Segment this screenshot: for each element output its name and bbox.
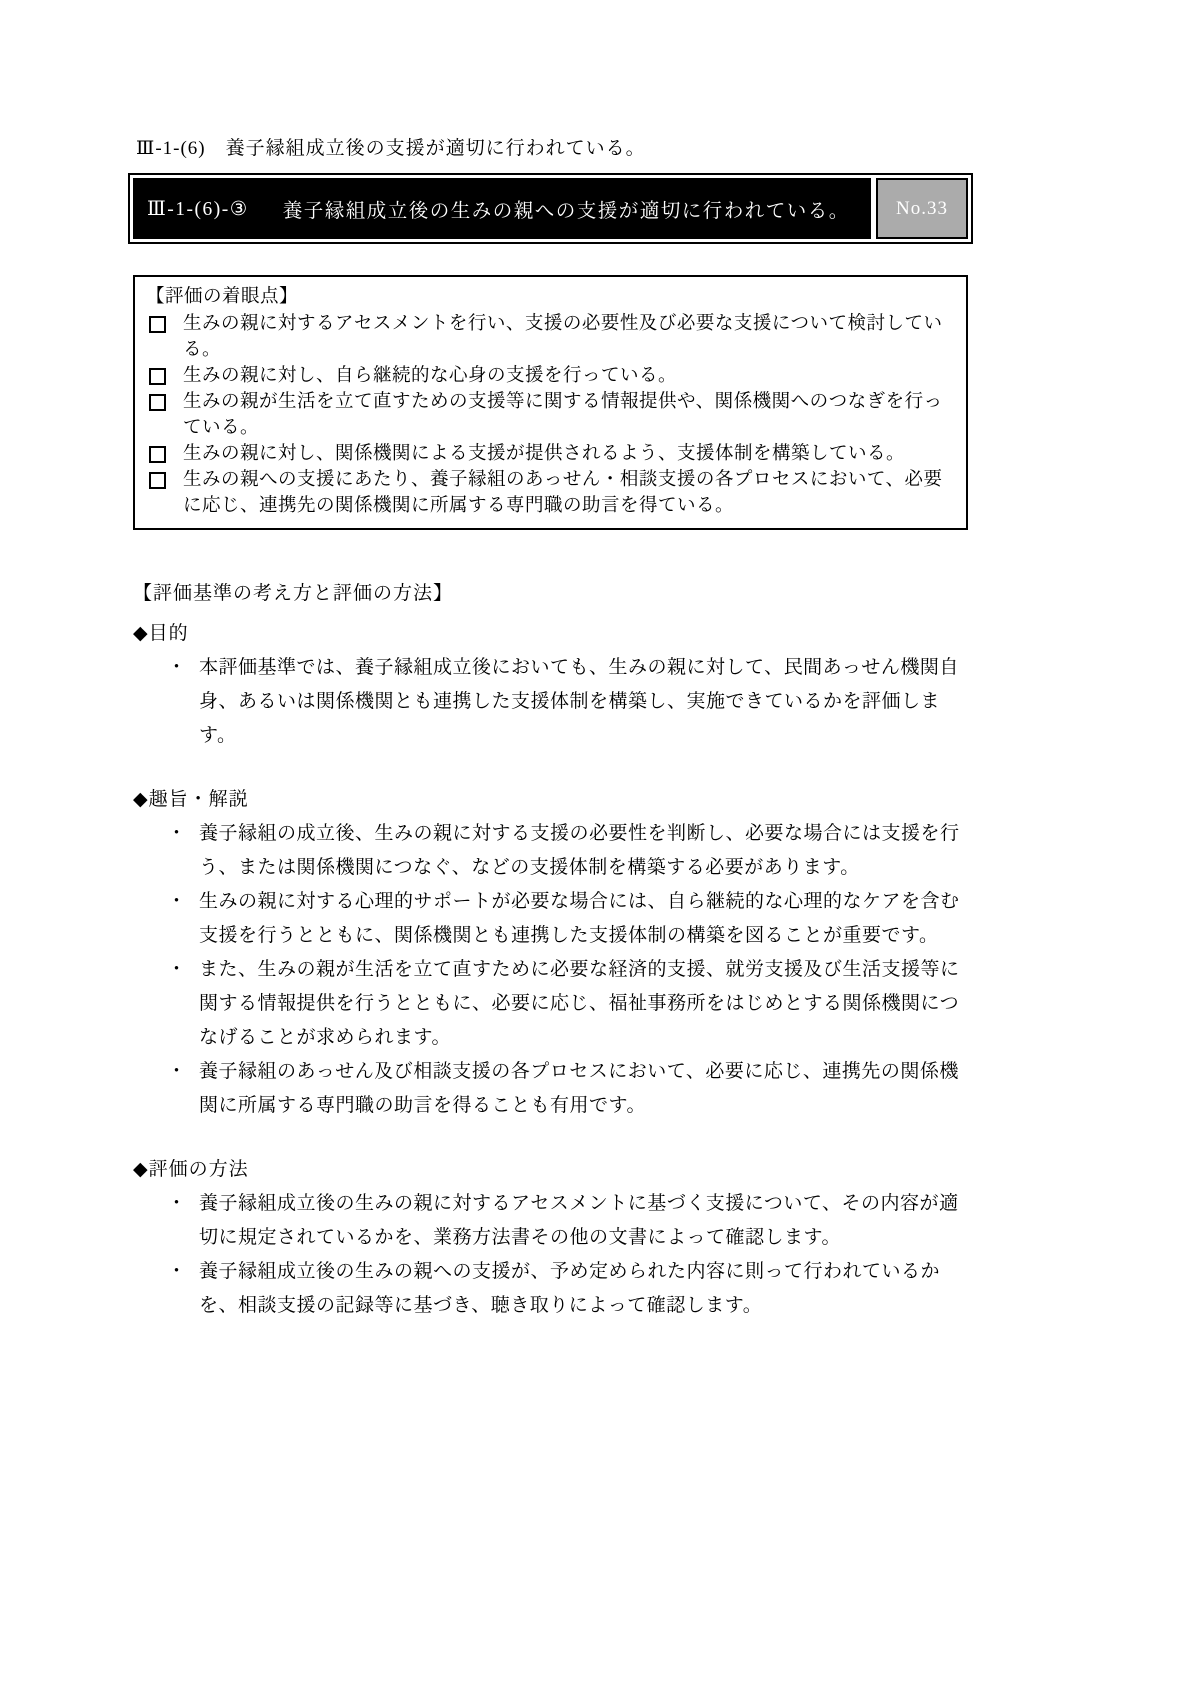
checkbox-cell — [146, 389, 183, 411]
checkbox-cell — [146, 467, 183, 489]
viewpoint-item — [146, 467, 956, 519]
checkbox-icon — [149, 472, 166, 489]
bullet-text: 養子縁組の成立後、生みの親に対する支援の必要性を判断し、必要な場合には支援を行う、または関係機関につなぐ、などの支援体制を構築する必要があります。 — [199, 823, 960, 878]
bullet-icon: ・ — [167, 1193, 187, 1214]
checkbox-icon — [149, 368, 166, 385]
bullet-text: 養子縁組のあっせん及び相談支援の各プロセスにおいて、必要に応じ、連携先の関係機関に所属する専門職の助言を得ることも有用です。 — [199, 1061, 959, 1116]
section-explanation — [133, 783, 968, 1123]
checkbox-icon — [149, 446, 166, 463]
criterion-title-cell — [133, 178, 871, 239]
viewpoint-item — [146, 389, 956, 441]
criterion-code: Ⅲ-1-(6)-③ — [147, 198, 249, 220]
checkbox-icon — [149, 394, 166, 411]
bullet-item — [163, 1187, 968, 1255]
bullet-icon: ・ — [167, 657, 187, 678]
bullet-item — [163, 1055, 968, 1123]
section-evaluation-method — [133, 1153, 968, 1323]
viewpoint-text: 生みの親への支援にあたり、養子縁組のあっせん・相談支援の各プロセスにおいて、必要に応じ、連携先の関係機関に所属する専門職の助言を得ている。 — [183, 470, 943, 516]
checkbox-cell — [146, 363, 183, 385]
checkbox-cell — [146, 441, 183, 463]
viewpoint-text: 生みの親が生活を立て直すための支援等に関する情報提供や、関係機関へのつなぎを行っている。 — [183, 392, 943, 438]
viewpoint-text: 生みの親に対し、自ら継続的な心身の支援を行っている。 — [183, 366, 678, 386]
bullet-text: 養子縁組成立後の生みの親に対するアセスメントに基づく支援について、その内容が適切に規定されているかを、業務方法書その他の文書によって確認します。 — [199, 1193, 959, 1248]
checkbox-cell — [146, 311, 183, 333]
bullet-text: 本評価基準では、養子縁組成立後においても、生みの親に対して、民間あっせん機関自身、あるいは関係機関とも連携した支援体制を構築し、実施できているかを評価します。 — [199, 657, 959, 746]
criterion-title: 養子縁組成立後の生みの親への支援が適切に行われている。 — [282, 200, 850, 222]
bullet-icon: ・ — [167, 1261, 187, 1282]
viewpoint-text: 生みの親に対するアセスメントを行い、支援の必要性及び必要な支援について検討している。 — [183, 314, 943, 360]
evaluation-viewpoints-box — [133, 275, 968, 530]
bullet-text: 生みの親に対する心理的サポートが必要な場合には、自ら継続的な心理的なケアを含む支援を行うとともに、関係機関とも連携した支援体制の構築を図ることが重要です。 — [199, 891, 960, 946]
criteria-methods-title: 【評価基準の考え方と評価の方法】 — [133, 583, 454, 604]
section-heading-purpose: ◆目的 — [133, 623, 189, 644]
bullet-icon: ・ — [167, 823, 187, 844]
bullet-text: また、生みの親が生活を立て直すために必要な経済的支援、就労支援及び生活支援等に関する情報提供を行うとともに、必要に応じ、福祉事務所をはじめとする関係機関につなげることが求められます。 — [199, 959, 960, 1048]
viewpoints-title: 【評価の着眼点】 — [146, 287, 299, 307]
viewpoint-item — [146, 441, 956, 467]
bullet-icon: ・ — [167, 959, 187, 980]
section-heading-method: ◆評価の方法 — [133, 1159, 249, 1180]
bullet-text: 養子縁組成立後の生みの親への支援が、予め定められた内容に則って行われているかを、相談支援の記録等に基づき、聴き取りによって確認します。 — [199, 1261, 941, 1316]
bullet-item — [163, 651, 968, 753]
bullet-item — [163, 1255, 968, 1323]
checkbox-icon — [149, 316, 166, 333]
bullet-item — [163, 885, 968, 953]
bullet-item — [163, 953, 968, 1055]
viewpoint-item — [146, 311, 956, 363]
viewpoint-text: 生みの親に対し、関係機関による支援が提供されるよう、支援体制を構築している。 — [183, 444, 906, 464]
bullet-item — [163, 817, 968, 885]
criterion-number-badge: No.33 — [876, 178, 968, 239]
bullet-icon: ・ — [167, 1061, 187, 1082]
section-heading-explanation: ◆趣旨・解説 — [133, 789, 249, 810]
section-heading: Ⅲ-1-(6) 養子縁組成立後の支援が適切に行われている。 — [136, 138, 646, 159]
criterion-title-bar — [128, 173, 973, 244]
viewpoint-item — [146, 363, 956, 389]
bullet-icon: ・ — [167, 891, 187, 912]
section-purpose — [133, 617, 968, 753]
